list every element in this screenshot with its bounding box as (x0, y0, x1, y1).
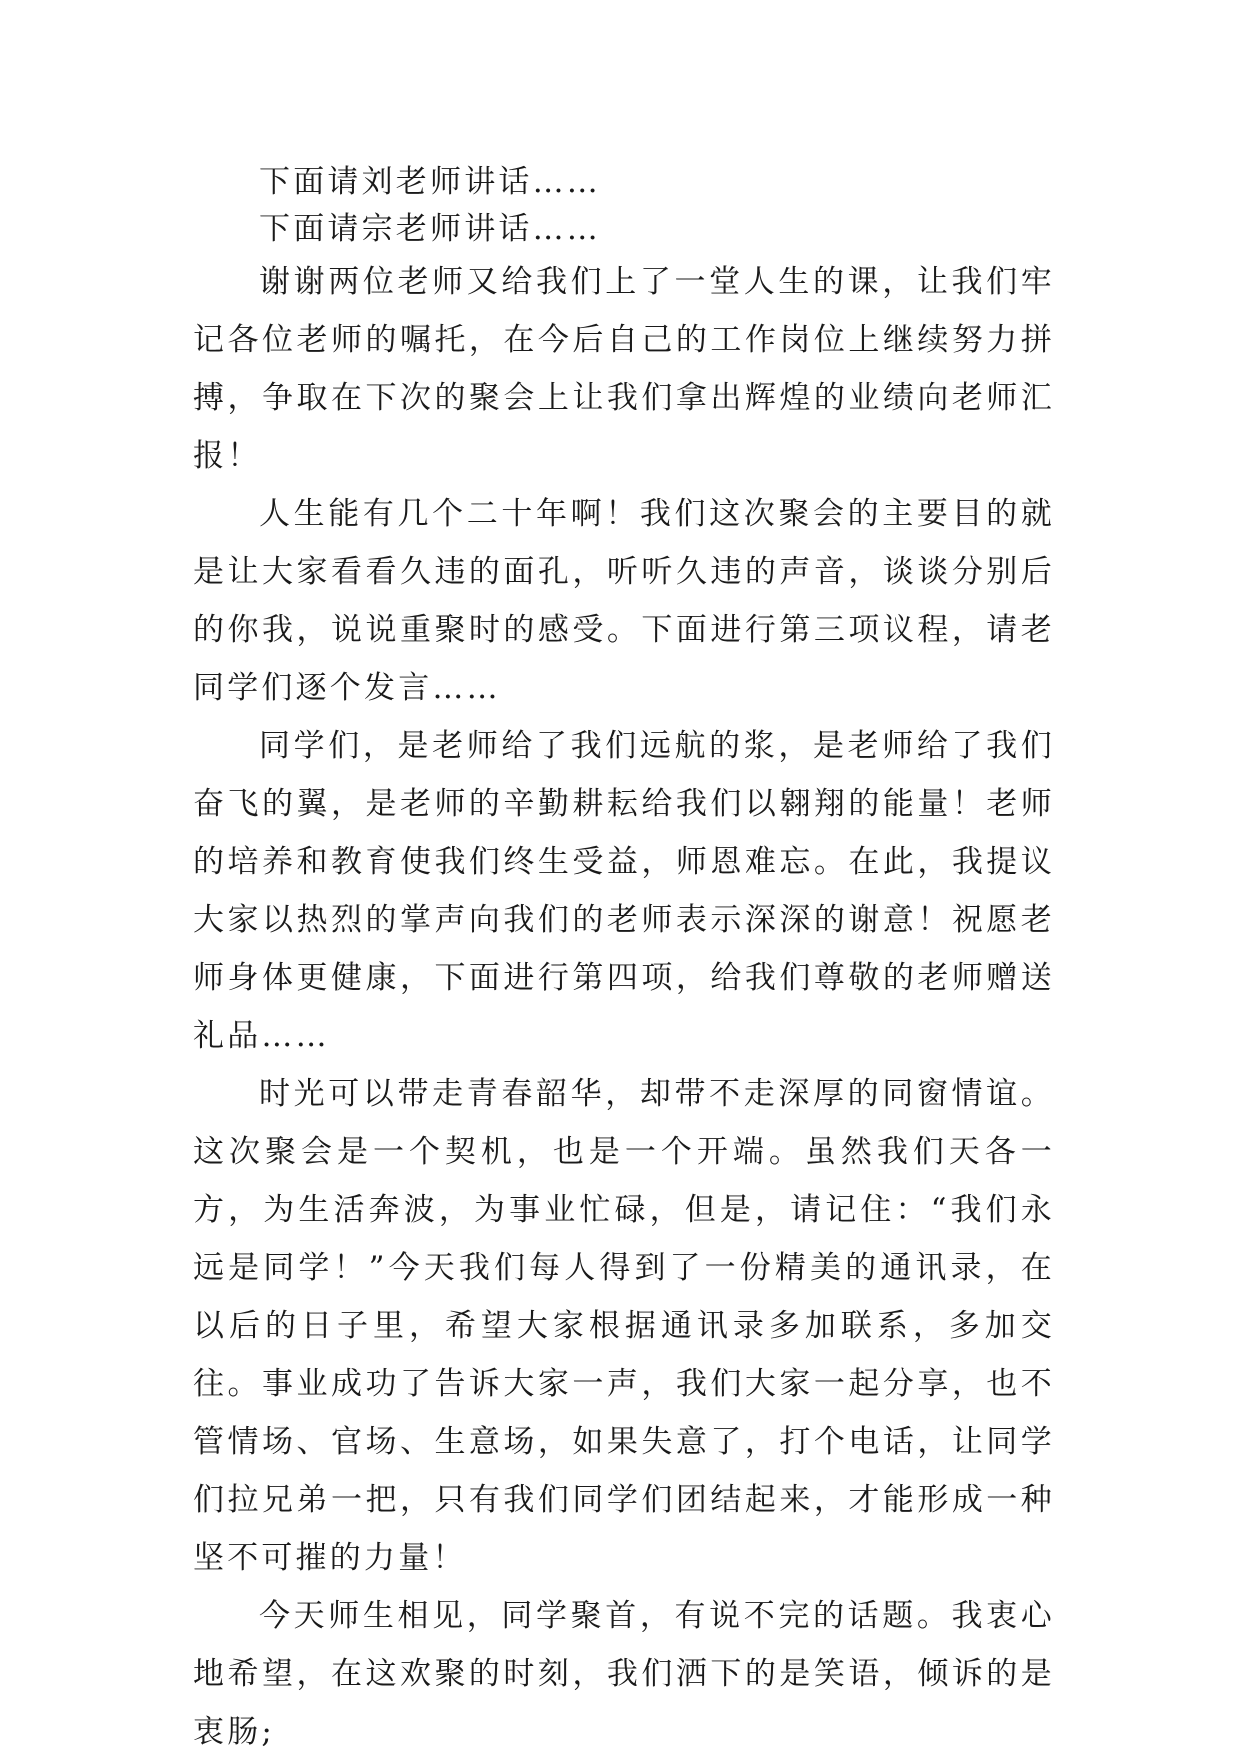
paragraph-reunion: 今天师生相见，同学聚首，有说不完的话题。我衷心地希望，在这欢聚的时刻，我们洒下的是笑语，倾诉的是衷肠; (193, 1598, 1055, 1750)
paragraph-fourth-item: 同学们，是老师给了我们远航的浆，是老师给了我们奋飞的翼，是老师的辛勤耕耘给我们以翱翔的能量！老师的培养和教育使我们终生受益，师恩难忘。在此，我提议大家以热烈的掌声向我们的老师表示深深的谢意！祝愿老师身体更健康，下面进行第四项，给我们尊敬的老师赠送礼品…… (193, 728, 1055, 1054)
document-body (193, 159, 1055, 1761)
paragraph-zong-speech: 下面请宗老师讲话…… (259, 211, 601, 247)
paragraph-liu-speech: 下面请刘老师讲话…… (259, 164, 601, 200)
paragraph-classmates: 时光可以带走青春韶华，却带不走深厚的同窗情谊。这次聚会是一个契机，也是一个开端。虽然我们天各一方，为生活奔波，为事业忙碌，但是，请记住：“我们永远是同学！”今天我们每人得到了一份精美的通讯录，在以后的日子里，希望大家根据通讯录多加联系，多加交往。事业成功了告诉大家一声，我们大家一起分享，也不管情场、官场、生意场，如果失意了，打个电话，让同学们拉兄弟一把，只有我们同学们团结起来，才能形成一种坚不可摧的力量！ (193, 1076, 1055, 1576)
paragraph-thanks: 谢谢两位老师又给我们上了一堂人生的课，让我们牢记各位老师的嘱托，在今后自己的工作岗位上继续努力拼搏，争取在下次的聚会上让我们拿出辉煌的业绩向老师汇报！ (193, 264, 1055, 474)
paragraph-third-item: 人生能有几个二十年啊！我们这次聚会的主要目的就是让大家看看久违的面孔，听听久违的声音，谈谈分别后的你我，说说重聚时的感受。下面进行第三项议程，请老同学们逐个发言…… (193, 496, 1055, 706)
